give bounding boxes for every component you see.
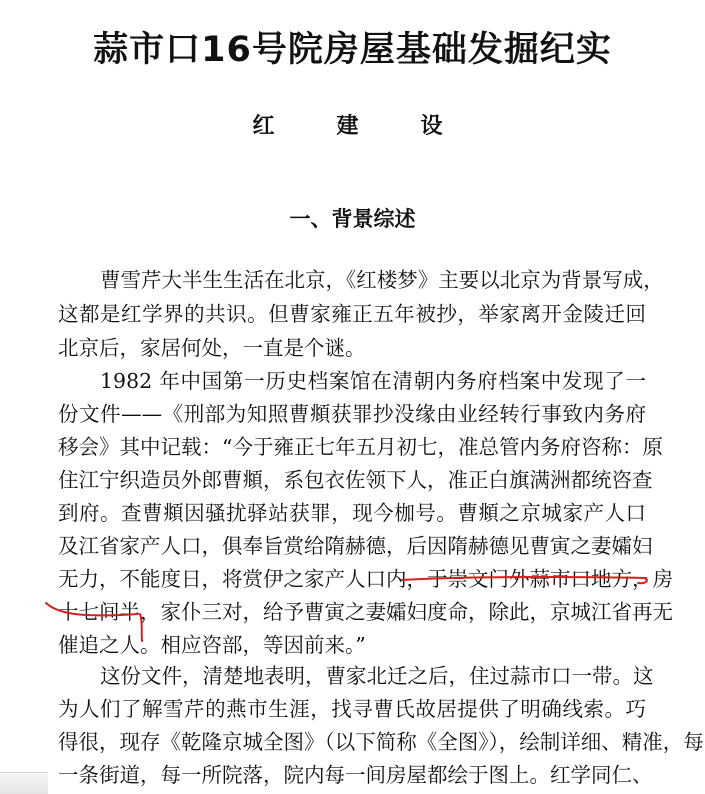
article-title: 蒜市口16号院房屋基础发掘纪实 [93, 30, 612, 70]
text-line: 北京后，家居何处，一直是个谜。 [58, 336, 366, 360]
text-line: 曹雪芹大半生生活在北京，《红楼梦》主要以北京为背景写成， [100, 268, 664, 292]
text-line: 到府。查曹頫因骚扰驿站获罪，现今枷号。曹頫之京城家产人口 [58, 501, 646, 525]
text-line: 及江省家产人口，俱奉旨赏给隋赫德，后因隋赫德见曹寅之妻孀妇 [58, 534, 653, 558]
text-line: 住江宁织造员外郎曹頫，系包衣佐领下人，准正白旗满洲都统咨查 [58, 468, 653, 492]
text-line: 这都是红学界的共识。但曹家雍正五年被抄，举家离开金陵迁回 [58, 302, 646, 326]
text-line: 得很，现存《乾隆京城全图》（以下简称《全图》），绘制详细、精准，每 [58, 730, 704, 754]
text-line: 1982 年中国第一历史档案馆在清朝内务府档案中发现了一 [100, 369, 646, 393]
text-line: 无力，不能度日，将赏伊之家产人口内，于崇文门外蒜市口地方，房 [58, 567, 673, 591]
page-thumbnail-edge [0, 772, 48, 794]
text-line: 十七间半，家仆三对，给予曹寅之妻孀妇度命，除此，京城江省再无 [58, 600, 673, 624]
text-line: 这份文件，清楚地表明，曹家北迁之后，住过蒜市口一带。这 [100, 664, 654, 688]
text-line: 移会》其中记载：“今于雍正七年五月初七，准总管内务府咨称：原 [58, 435, 663, 459]
text-line: 一条街道，每一所院落，院内每一间房屋都绘于图上。红学同仁、 [58, 763, 653, 787]
text-line: 催追之人。相应咨部，等因前来。” [58, 633, 366, 657]
text-line: 份文件——《刑部为知照曹頫获罪抄没缘由业经转行事致内务府 [58, 402, 646, 426]
section-heading: 一、背景综述 [289, 207, 416, 231]
author-name: 红 建 设 [252, 114, 463, 139]
text-line: 为人们了解雪芹的燕市生涯，找寻曹氏故居提供了明确线索。巧 [58, 697, 646, 721]
